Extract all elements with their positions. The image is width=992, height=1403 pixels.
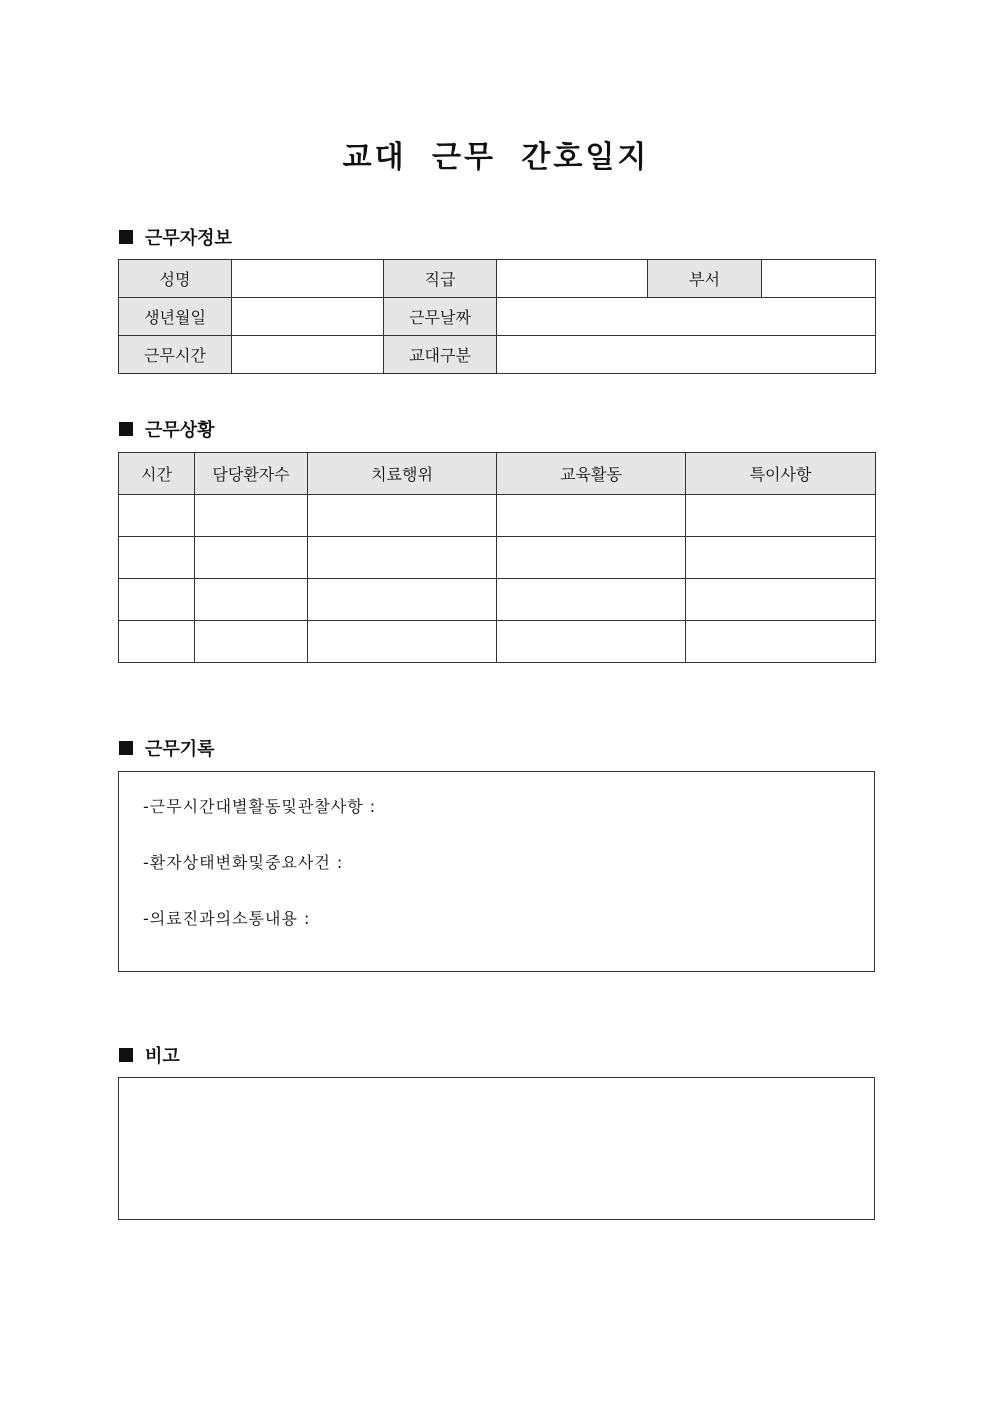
- table-cell[interactable]: [686, 579, 876, 621]
- table-cell[interactable]: [686, 621, 876, 663]
- table-cell[interactable]: [308, 495, 497, 537]
- table-cell[interactable]: [119, 537, 195, 579]
- table-cell[interactable]: [686, 537, 876, 579]
- record-line-activities: -근무시간대별활동및관찰사항 :: [143, 797, 377, 816]
- work-record-box[interactable]: [118, 771, 875, 972]
- table-cell[interactable]: [119, 621, 195, 663]
- square-bullet-icon: [119, 422, 133, 436]
- rank-field[interactable]: [497, 260, 648, 298]
- header-education: 교육활동: [497, 453, 686, 495]
- table-row: [119, 495, 876, 537]
- table-cell[interactable]: [119, 495, 195, 537]
- label-birth-date: 생년월일: [119, 298, 232, 336]
- section-heading-remarks: [119, 1042, 180, 1068]
- table-cell[interactable]: [195, 579, 308, 621]
- department-field[interactable]: [762, 260, 876, 298]
- table-cell[interactable]: [195, 495, 308, 537]
- section-heading-label: 비고: [145, 1046, 180, 1067]
- birth-date-field[interactable]: [232, 298, 384, 336]
- label-name: 성명: [119, 260, 232, 298]
- section-heading-work-status: [119, 416, 215, 442]
- name-field[interactable]: [232, 260, 384, 298]
- table-cell[interactable]: [195, 621, 308, 663]
- work-status-table: [118, 452, 876, 663]
- table-row: [119, 579, 876, 621]
- section-heading-worker-info: [119, 224, 232, 250]
- table-cell[interactable]: [497, 537, 686, 579]
- table-cell[interactable]: [497, 579, 686, 621]
- worker-info-table: [118, 259, 876, 374]
- section-heading-work-record: [119, 735, 215, 761]
- work-date-field[interactable]: [497, 298, 876, 336]
- table-cell[interactable]: [308, 537, 497, 579]
- remarks-box[interactable]: [118, 1077, 875, 1220]
- header-patient-count: 담당환자수: [195, 453, 308, 495]
- shift-type-field[interactable]: [497, 336, 876, 374]
- square-bullet-icon: [119, 230, 133, 244]
- table-cell[interactable]: [308, 621, 497, 663]
- header-notes: 특이사항: [686, 453, 876, 495]
- header-treatment: 치료행위: [308, 453, 497, 495]
- header-time: 시간: [119, 453, 195, 495]
- label-rank: 직급: [384, 260, 497, 298]
- label-work-time: 근무시간: [119, 336, 232, 374]
- work-time-field[interactable]: [232, 336, 384, 374]
- label-department: 부서: [648, 260, 762, 298]
- section-heading-label: 근무기록: [145, 739, 215, 760]
- section-heading-label: 근무자정보: [145, 228, 232, 249]
- square-bullet-icon: [119, 1048, 133, 1062]
- table-cell[interactable]: [686, 495, 876, 537]
- record-line-patient-changes: -환자상태변화및중요사건 :: [143, 853, 344, 872]
- label-shift-type: 교대구분: [384, 336, 497, 374]
- document-title: 교대 근무 간호일지: [342, 140, 650, 175]
- table-cell[interactable]: [497, 495, 686, 537]
- square-bullet-icon: [119, 741, 133, 755]
- table-cell[interactable]: [497, 621, 686, 663]
- table-cell[interactable]: [308, 579, 497, 621]
- section-heading-label: 근무상황: [145, 420, 215, 441]
- table-cell[interactable]: [195, 537, 308, 579]
- table-cell[interactable]: [119, 579, 195, 621]
- table-row: [119, 537, 876, 579]
- label-work-date: 근무날짜: [384, 298, 497, 336]
- table-row: [119, 621, 876, 663]
- record-line-communication: -의료진과의소통내용 :: [143, 909, 311, 928]
